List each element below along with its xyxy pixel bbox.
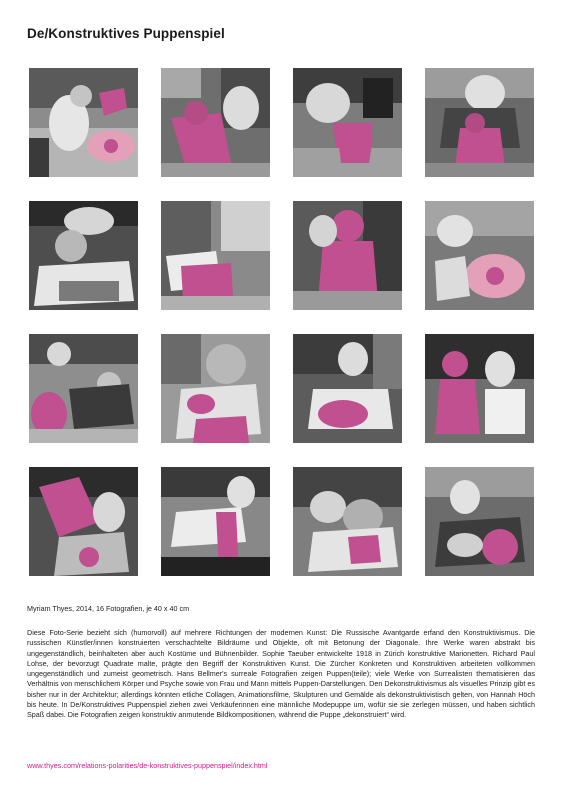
photo-5 (29, 201, 138, 310)
photo-grid (29, 68, 534, 576)
photo-4 (425, 68, 534, 177)
photo-8 (425, 201, 534, 310)
photo-16 (425, 467, 534, 576)
description: Diese Foto-Serie bezieht sich (humorvoll) auf mehrere Richtungen der modernen Kunst: Die Russische Avantgarde erfand den Konstruktivismus. Die russischen Künstler/innen konstruierten verschachtelte Bildräume und Objekte, oft mit Betonung der Diagonale. Ihre Werke waren abstrakt bis ungegenständlich, beinhalteten aber auch Kostüme und Bühnenbilder. Sophie Taeuber entwickelte 1918 in Zürich konstruktive Marionetten. Richard Paul Lohse, der bevorzugt Quadrate malte, prägte den Begriff der Konstruktiven Kunst. Die Zürcher Konkreten und Konstruktiven arbeiteten vollkommen ungegenständlich und zumeist geometrisch. Hans Bellmer's surreale Fotografien zeigen Puppen(teile); viele Werke von Surrealisten thematisieren das Verhältnis von menschlichem Körper und Psyche sowie von Frau und Mann mittels Puppen-Darstellungen. Den Dekonstruktivismus als visuelles Prinzip gibt es bisher nur in der Architektur; allerdings könnten etliche Collagen, Animationsfilme, Skulpturen und Gemälde als dekonstruktivistisch gelten, von Hannah Höch bis heute. In De/Konstruktives Puppenspiel ziehen zwei Verkäuferinnen eine männliche Modepuppe um, wofür sie sie zerlegen müssen, und haben sichtlich Spaß dabei. Die Fotografien zeigen konstruktiv anmutende Bildkompositionen, während die Puppe „dekonstruiert“ wird. (27, 628, 535, 720)
photo-9 (29, 334, 138, 443)
photo-11 (293, 334, 402, 443)
photo-7 (293, 201, 402, 310)
photo-12 (425, 334, 534, 443)
photo-6 (161, 201, 270, 310)
photo-10 (161, 334, 270, 443)
photo-15 (293, 467, 402, 576)
photo-13 (29, 467, 138, 576)
caption: Myriam Thyes, 2014, 16 Fotografien, je 40 x 40 cm (27, 604, 190, 613)
source-link[interactable]: www.thyes.com/relations-polarities/de-konstruktives-puppenspiel/index.html (27, 761, 268, 770)
photo-3 (293, 68, 402, 177)
photo-1 (29, 68, 138, 177)
page-title: De/Konstruktives Puppenspiel (27, 26, 225, 41)
photo-2 (161, 68, 270, 177)
photo-14 (161, 467, 270, 576)
